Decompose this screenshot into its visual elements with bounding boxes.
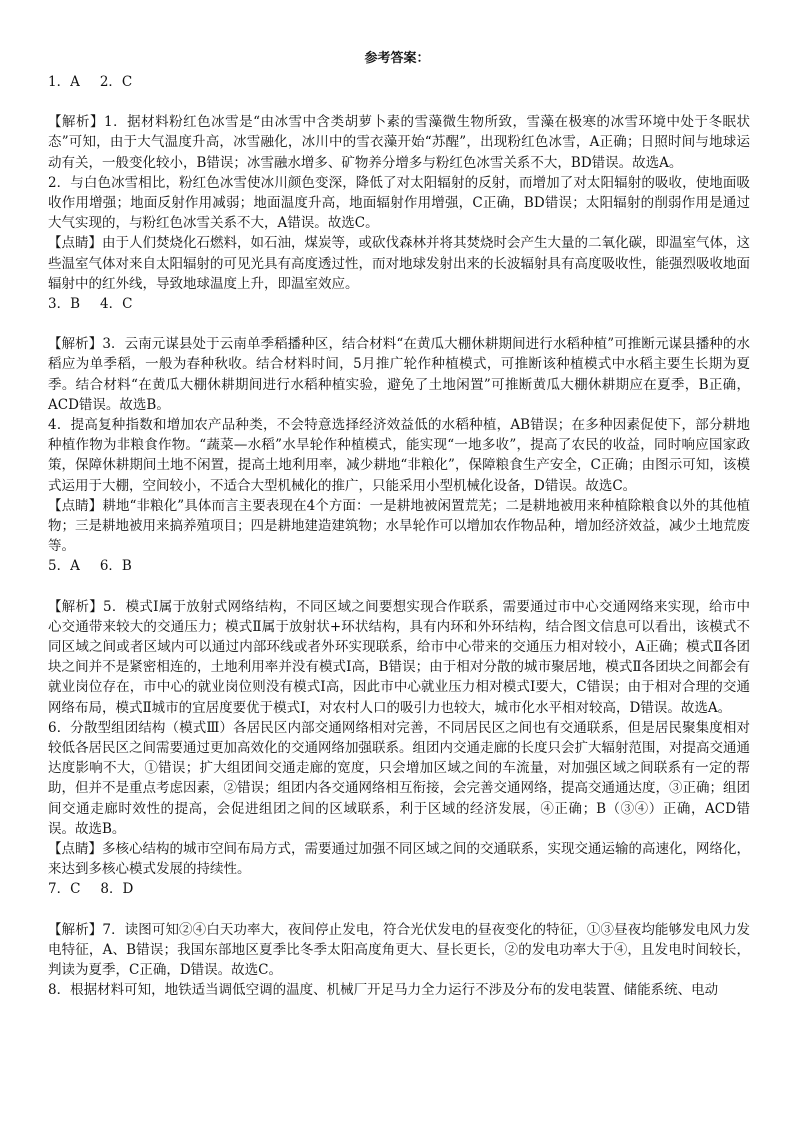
explanation-paragraph: 【解析】1．据材料粉红色冰雪是“由冰雪中含类胡萝卜素的雪藻微生物所致，雪藻在极寒的冰雪环境中处于冬眠状态”可知，由于大气温度升高，冰雪融化，冰川中的雪衣藻开始“苏醒”，出现粉红色冰雪，A正确；日照时间与地球运动有关，一般变化较小，B错误；冰雪融水增多、矿物养分增多与粉红色冰雪关系不大，BD错误。故选A。 [48,114,750,171]
tip-paragraph: 【点睛】由于人们焚烧化石燃料，如石油，煤炭等，或砍伐森林并将其焚烧时会产生大量的二氧化碳，即温室气体，这些温室气体对来自太阳辐射的可见光具有高度透过性，而对地球发射出来的长波辐射具有高度吸收性，能强烈吸收地面辐射中的红外线，导致地球温度上升，即温室效应。 [48,235,750,292]
answer-line [48,72,750,92]
answer-4: 4．C [100,296,133,313]
answer-8: 8．D [100,881,134,898]
answer-2: 2．C [99,74,133,90]
tip-paragraph: 【点睛】多核心结构的城市空间布局方式，需要通过加强不同区域之间的交通联系，实现交通运输的高速化，网络化，来达到多核心模式发展的持续性。 [48,841,750,878]
explanation-paragraph: 【解析】3．云南元谋县处于云南单季稻播种区，结合材料“在黄瓜大棚休耕期间进行水稻种植”可推断元谋县播种的水稻应为单季稻，一般为春种秋收。结合材料时间，5月推广轮作种植模式，可推断该种植模式中水稻主要生长期为夏季。结合材料“在黄瓜大棚休耕期间进行水稻种植实验，避免了土地闲置”可推断黄瓜大棚休耕期应在夏季，B正确，ACD错误。故选B。 [48,336,750,413]
explanation-paragraph: 6．分散型组团结构（模式Ⅲ）各居民区内部交通网络相对完善，不同居民区之间也有交通联系，但是居民聚集度相对较低各居民区之间需要通过更加高效化的交通网络加强联系。组团内交通走廊的长度只会扩大辐射范围，对提高交通通达度影响不大，①错误；扩大组团间交通走廊的宽度，只会增加区域之间的车流量，对加强区域之间联系有一定的帮助，但并不是重点考虑因素，②错误；组团内各交通网络相互衔接，会完善交通网络，提高交通通达度，③正确；组团间交通走廊时效性的提高，会促进组团之间的区域联系，利于区域的经济发展，④正确；B（③④）正确，ACD错误。故选B。 [48,719,750,837]
answer-1: 1．A [48,74,80,90]
answer-3: 3．B [48,296,81,313]
answer-content [48,72,750,1000]
page-title: 参考答案： [364,51,430,66]
answer-6: 6．B [99,558,132,575]
explanation-paragraph: 2．与白色冰雪相比，粉红色冰雪使冰川颜色变深，降低了对太阳辐射的反射，而增加了对太阳辐射的吸收，使地面吸收作用增强；地面反射作用减弱；地面温度升高，地面辐射作用增强，C正确，BD错误；太阳辐射的削弱作用是通过大气实现的，与粉红色冰雪关系不大，A错误。故选C。 [48,174,750,232]
answer-7: 7．C [48,881,81,898]
explanation-paragraph: 【解析】5．模式Ⅰ属于放射式网络结构，不同区域之间要想实现合作联系，需要通过市中心交通网络来实现，给市中心交通带来较大的交通压力；模式Ⅱ属于放射状+环状结构，具有内环和外环结构，结合图文信息可以看出，该模式不同区域之间或者区域内可以通过内部环线或者外环实现联系，给市中心带来的交通压力相对较小，A正确；模式Ⅱ各团块之间并不是紧密相连的，土地利用率并没有模式Ⅰ高，B错误；由于相对分散的城市聚居地，模式Ⅱ各团块之间都会有就业岗位存在，市中心的就业岗位则没有模式Ⅰ高，因此市中心就业压力相对模式Ⅰ要大，C错误；由于相对合理的交通网络布局，模式Ⅱ城市的宜居度要优于模式Ⅰ，对农村人口的吸引力也较大，城市化水平相对较高，D错误。故选A。 [48,598,750,716]
answer-5: 5．A [48,558,80,575]
explanation-paragraph: 8．根据材料可知，地铁适当调低空调的温度、机械厂开足马力全力运行不涉及分布的发电装置、储能系统、电动 [48,982,719,999]
explanation-paragraph: 4．提高复种指数和增加农产品种类，不会特意选择经济效益低的水稻种植，AB错误；在多种因素促使下，部分耕地种植作物为非粮食作物。“蔬菜—水稻”水旱轮作种植模式，能实现“一地多收”，提高了农民的收益，同时响应国家政策，保障休耕期间土地不闲置，提高土地利用率，减少耕地“非粮化”，保障粮食生产安全，C正确；由图示可知，该模式运用于大棚，空间较小，不适合大型机械化的推广，只能采用小型机械化设备，D错误。故选C。 [48,417,750,494]
answer-line [48,294,750,314]
answer-line [48,556,750,576]
explanation-paragraph: 【解析】7．读图可知②④白天功率大，夜间停止发电，符合光伏发电的昼夜变化的特征，①③昼夜均能够发电风力发电特征，A、B错误；我国东部地区夏季比冬季太阳高度角更大、昼长更长，②的发电功率大于④，且发电时间较长，判读为夏季，C正确，D错误。故选C。 [48,921,750,979]
tip-paragraph: 【点睛】耕地“非粮化”具体而言主要表现在4个方面：一是耕地被闲置荒芜；二是耕地被用来种植除粮食以外的其他植物；三是耕地被用来搞养殖项目；四是耕地建造建筑物；水旱轮作可以增加农作物品种，增加经济效益，减少土地荒废等。 [48,497,750,555]
answer-line [48,879,750,899]
